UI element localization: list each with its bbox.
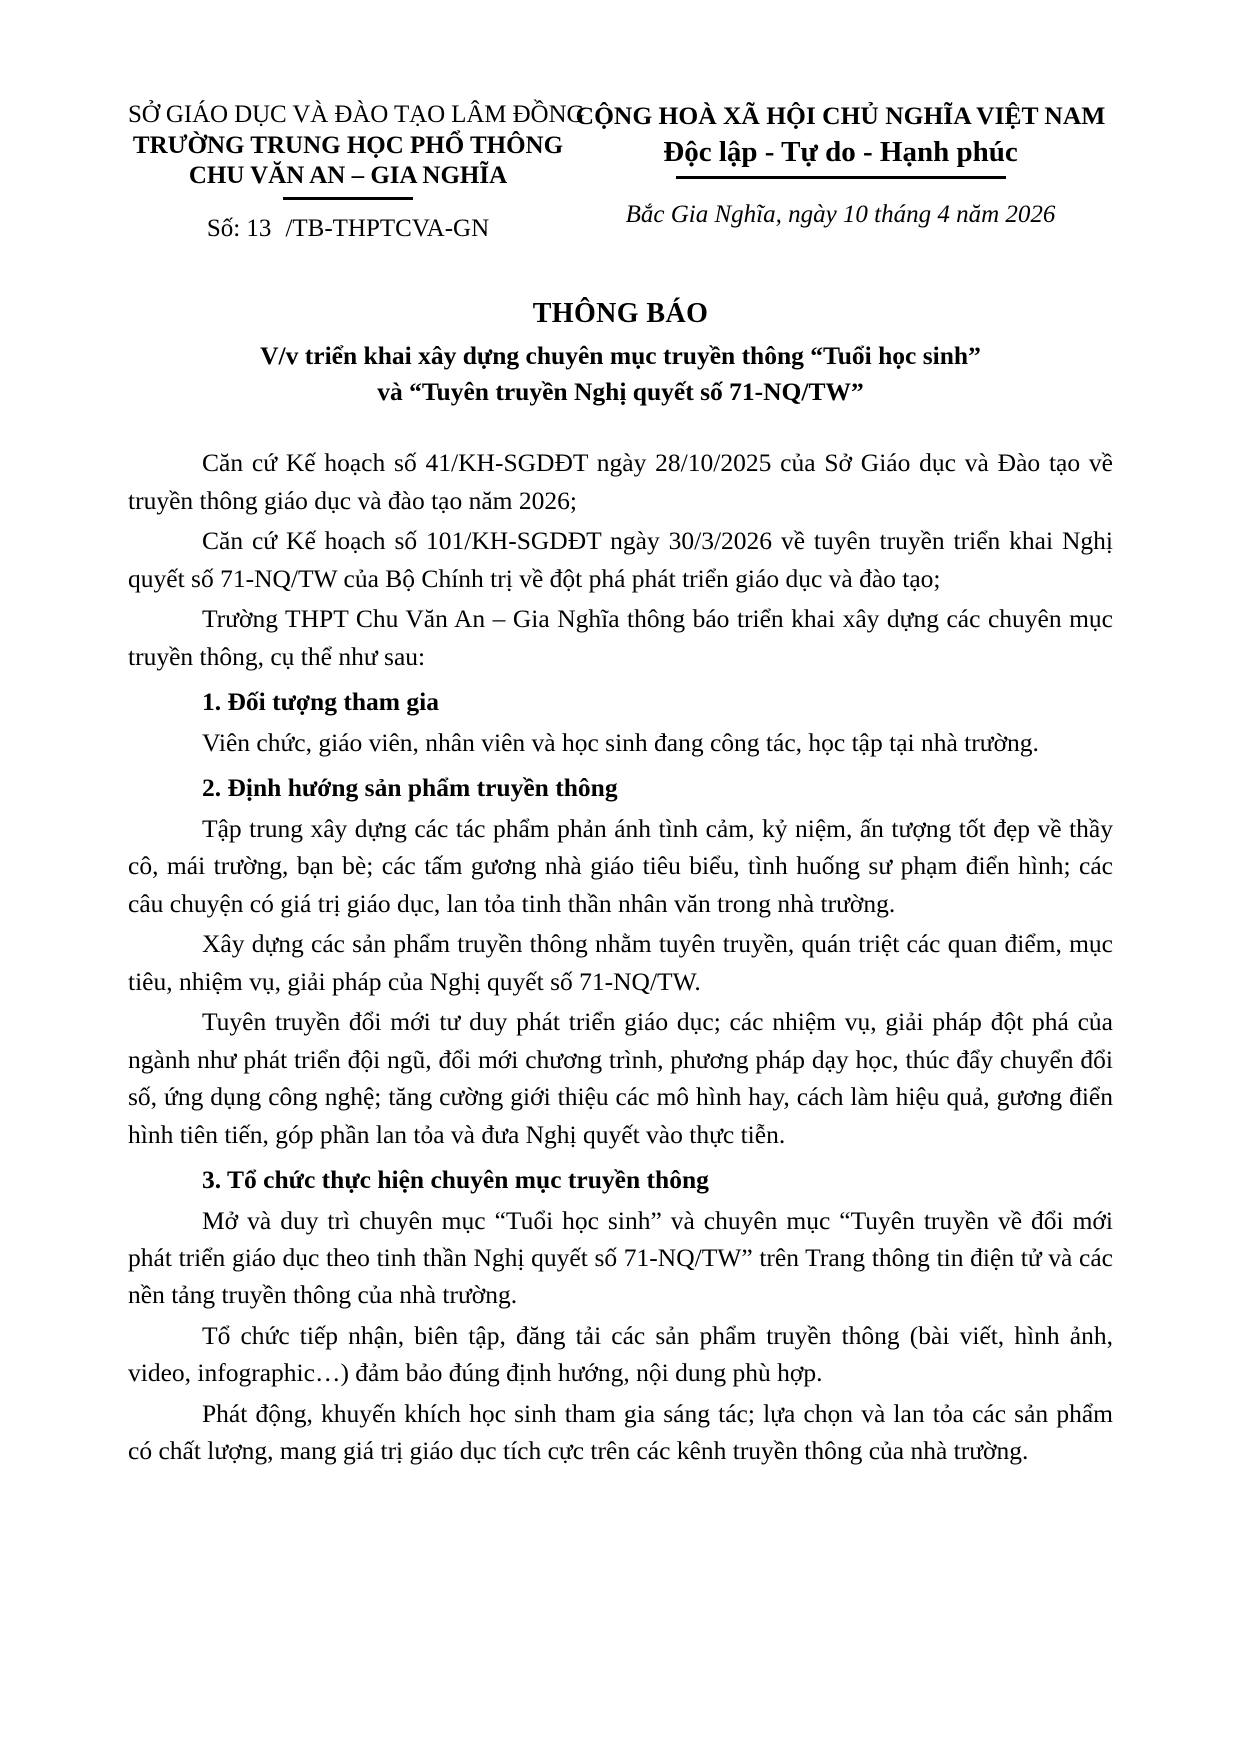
- section-2-paragraph-3: Tuyên truyền đổi mới tư duy phát triển giáo dục; các nhiệm vụ, giải pháp đột phá của ngành như phát triển đội ngũ, đổi mới chương trình, phương pháp dạy học, thúc đẩy chuyển đổi số, ứng dụng công nghệ; tăng cường giới thiệu các mô hình hay, cách làm hiệu quả, gương điển hình tiên tiến, góp phần lan tỏa và đưa Nghị quyết vào thực tiễn.: [128, 1007, 1113, 1149]
- document-subject-line-2: và “Tuyên truyền Nghị quyết số 71-NQ/TW”: [377, 377, 864, 407]
- national-name: CỘNG HOÀ XÃ HỘI CHỦ NGHĨA VIỆT NAM: [575, 101, 1106, 130]
- section-2-paragraph-1: Tập trung xây dựng các tác phẩm phản ánh tình cảm, kỷ niệm, ấn tượng tốt đẹp về thầy cô, mái trường, bạn bè; các tấm gương nhà giáo tiêu biểu, tình huống sư phạm điển hình; các câu chuyện có giá trị giáo dục, lan tỏa tinh thần nhân văn trong nhà trường.: [128, 813, 1113, 918]
- document-subject: [128, 338, 1113, 410]
- section-2-heading: 2. Định hướng sản phẩm truyền thông: [202, 773, 618, 803]
- motto-divider-rule: [676, 176, 1006, 179]
- header-divider-rule: [283, 197, 413, 200]
- national-heading-block: [568, 96, 1113, 229]
- department-name: SỞ GIÁO DỤC VÀ ĐÀO TẠO LÂM ĐỒNG: [128, 101, 585, 128]
- introduction-paragraph: Trường THPT Chu Văn An – Gia Nghĩa thông báo triển khai xây dựng các chuyên mục truyền thông, cụ thể như sau:: [128, 604, 1113, 671]
- page-title: THÔNG BÁO: [532, 297, 709, 329]
- section-2-paragraph-2: Xây dựng các sản phẩm truyền thông nhằm tuyên truyền, quán triệt các quan điểm, mục tiêu, nhiệm vụ, giải pháp của Nghị quyết số 71-NQ/TW.: [128, 929, 1113, 996]
- section-3-paragraph-3: Phát động, khuyến khích học sinh tham gia sáng tác; lựa chọn và lan tỏa các sản phẩm có chất lượng, mang giá trị giáo dục tích cực trên các kênh truyền thông của nhà trường.: [128, 1398, 1113, 1466]
- section-3-heading: 3. Tổ chức thực hiện chuyên mục truyền thông: [202, 1165, 709, 1195]
- section-3-paragraph-2: Tổ chức tiếp nhận, biên tập, đăng tải các sản phẩm truyền thông (bài viết, hình ảnh, video, infographic…) đảm bảo đúng định hướng, nội dung phù hợp.: [128, 1320, 1113, 1388]
- school-name: CHU VĂN AN – GIA NGHĨA: [188, 162, 508, 189]
- document-number-prefix: Số: 13: [206, 214, 272, 242]
- document-number-suffix: /TB-THPTCVA-GN: [285, 214, 490, 242]
- issuing-authority-block: [128, 96, 585, 244]
- national-motto: Độc lập - Tự do - Hạnh phúc: [663, 136, 1018, 169]
- document-subject-line-1: V/v triển khai xây dựng chuyên mục truyền thông “Tuổi học sinh”: [260, 340, 981, 370]
- document-header: [128, 96, 1113, 244]
- section-3-paragraph-1: Mở và duy trì chuyên mục “Tuổi học sinh” và chuyên mục “Tuyên truyền về đổi mới phát triển giáo dục theo tinh thần Nghị quyết số 71-NQ/TW” trên Trang thông tin điện tử và các nền tảng truyền thông của nhà trường.: [128, 1205, 1113, 1310]
- document-title-block: [128, 296, 1113, 411]
- section-1-heading: 1. Đối tượng tham gia: [202, 687, 439, 717]
- document-number: [128, 214, 568, 244]
- school-type-name: TRƯỜNG TRUNG HỌC PHỔ THÔNG: [132, 131, 564, 159]
- document-body: [128, 444, 1113, 1470]
- legal-basis-paragraph-2: Căn cứ Kế hoạch số 101/KH-SGDĐT ngày 30/3/2026 về tuyên truyền triển khai Nghị quyết số 71-NQ/TW của Bộ Chính trị về đột phá phát triển giáo dục và đào tạo;: [128, 526, 1113, 593]
- section-1-paragraph: Viên chức, giáo viên, nhân viên và học sinh đang công tác, học tập tại nhà trường.: [202, 727, 1039, 757]
- place-and-date: Bắc Gia Nghĩa, ngày 10 tháng 4 năm 2026: [625, 200, 1056, 228]
- legal-basis-paragraph-1: Căn cứ Kế hoạch số 41/KH-SGDĐT ngày 28/10/2025 của Sở Giáo dục và Đào tạo về truyền thông giáo dục và đào tạo năm 2026;: [128, 448, 1113, 515]
